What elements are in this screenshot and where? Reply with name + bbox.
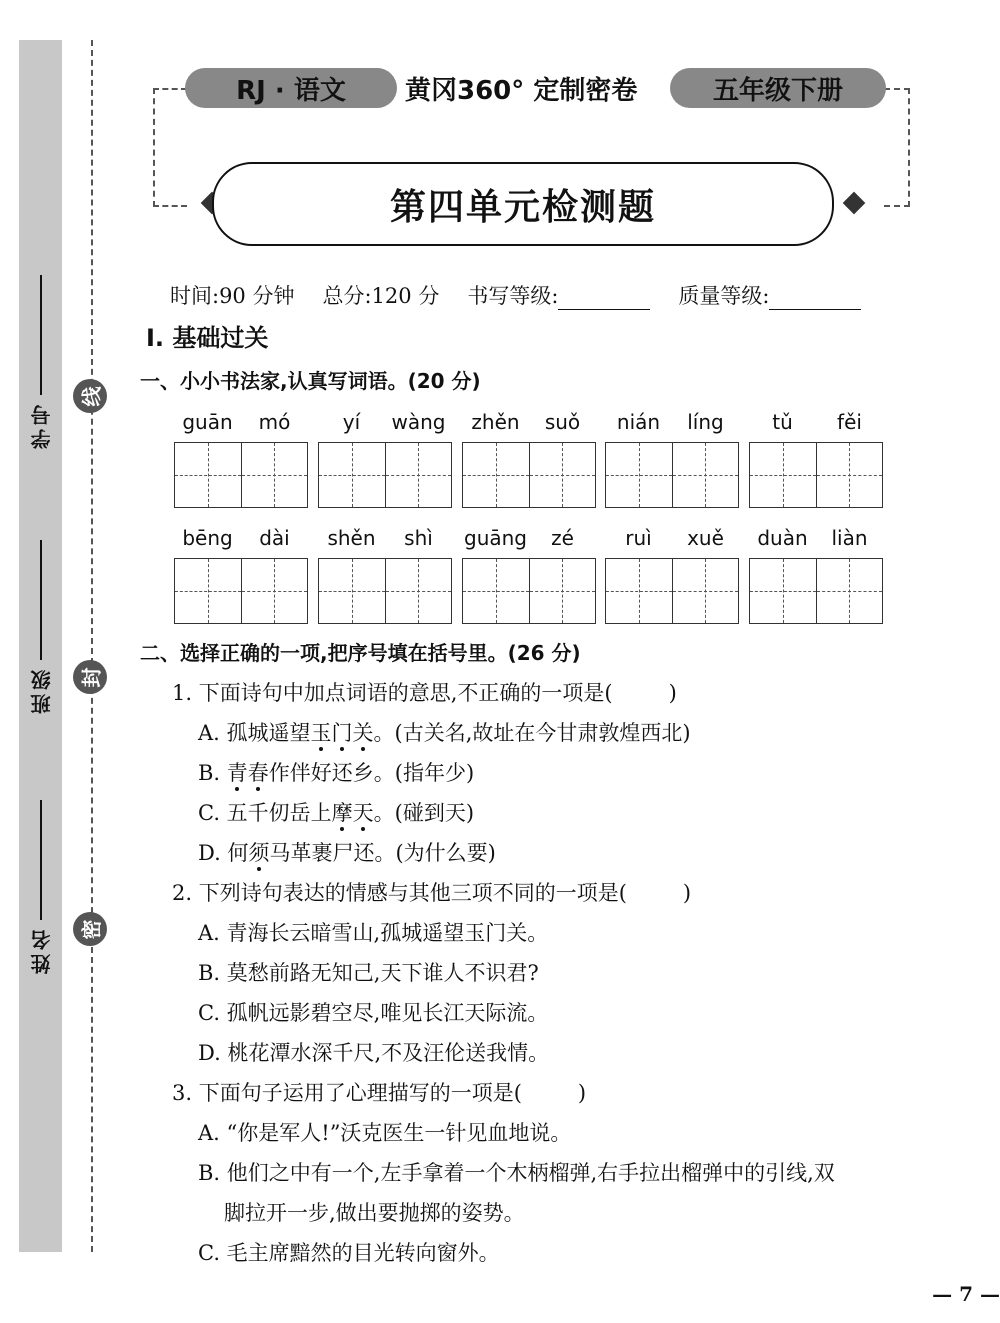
frame-right [884, 88, 910, 207]
grade-pill: 五年级下册 [670, 68, 886, 108]
word-box[interactable] [174, 410, 308, 508]
question-1: 1. 下面诗句中加点词语的意思,不正确的一项是( ) [172, 681, 677, 705]
seal-feng: 封 [73, 660, 107, 694]
q3-option-c: C. 毛主席黯然的目光转向窗外。 [198, 1241, 500, 1265]
exam-info [170, 280, 889, 310]
q2-option-b: B. 莫愁前路无知己,天下谁人不识君? [198, 961, 539, 985]
seal-mi: 密 [73, 912, 107, 946]
tianzige[interactable] [174, 558, 308, 624]
right-diamond [843, 192, 866, 215]
class-blank[interactable] [40, 540, 42, 660]
q2-heading: 二、选择正确的一项,把序号填在括号里。(26 分) [140, 641, 581, 665]
tianzige[interactable] [462, 558, 596, 624]
pinyin: tǔ fěi [772, 410, 862, 434]
quality-grade [678, 280, 861, 310]
q1-option-d: D. 何须马革裹尸还。(为什么要) [198, 841, 496, 865]
tianzige[interactable] [462, 442, 596, 508]
quality-grade-label: 质量等级: [678, 284, 770, 308]
q3-option-b: B. 他们之中有一个,左手拿着一个木柄榴弹,右手拉出榴弹中的引线,双 [198, 1161, 835, 1185]
tianzige[interactable] [318, 442, 452, 508]
score-info: 总分:120 分 [322, 284, 440, 308]
subject-pill: RJ · 语文 [185, 68, 397, 108]
q2-option-c: C. 孤帆远影碧空尽,唯见长江天际流。 [198, 1001, 549, 1025]
quality-grade-blank[interactable] [769, 285, 861, 310]
emphasis-char: 天 [352, 801, 374, 825]
emphasis-char: 须 [248, 841, 270, 865]
writing-grade-label: 书写等级: [467, 284, 559, 308]
q2-option-d: D. 桃花潭水深千尺,不及汪伦送我情。 [198, 1041, 550, 1065]
word-box[interactable] [318, 526, 452, 624]
word-box[interactable] [462, 410, 596, 508]
pinyin: zhěn suǒ [471, 410, 581, 434]
question-2: 2. 下列诗句表达的情感与其他三项不同的一项是( ) [172, 881, 692, 905]
emphasis-char: 青 [226, 761, 248, 785]
tianzige[interactable] [174, 442, 308, 508]
title-box [212, 162, 834, 246]
name-label: 姓名 [29, 926, 54, 974]
tianzige[interactable] [749, 442, 883, 508]
word-box[interactable] [605, 410, 739, 508]
name-field[interactable] [22, 800, 60, 974]
emphasis-char: 春 [247, 761, 269, 785]
q1-option-b: B. 青春作伴好还乡。(指年少) [198, 761, 475, 785]
pinyin: guāng zé [464, 526, 574, 550]
pinyin: duàn liàn [757, 526, 868, 550]
emphasis-char: 摩 [331, 801, 353, 825]
section-title: Ⅰ. 基础过关 [146, 324, 269, 352]
class-label: 班级 [29, 666, 54, 714]
pinyin: yí wàng [342, 410, 446, 434]
word-box[interactable] [749, 526, 883, 624]
tianzige[interactable] [318, 558, 452, 624]
series-title: 黄冈360° 定制密卷 [405, 75, 638, 106]
time-info: 时间:90 分钟 [170, 284, 295, 308]
tianzige[interactable] [605, 442, 739, 508]
emphasis-char: 门 [331, 721, 353, 745]
pinyin: shěn shì [327, 526, 433, 550]
seal-xian: 线 [73, 379, 107, 413]
tianzige[interactable] [605, 558, 739, 624]
student-id-field[interactable] [22, 275, 60, 449]
word-box[interactable] [749, 410, 883, 508]
word-box[interactable] [174, 526, 308, 624]
tianzige[interactable] [749, 558, 883, 624]
q1-option-a: A. 孤城遥望玉门关。(古关名,故址在今甘肃敦煌西北) [198, 721, 691, 745]
emphasis-char: 玉 [310, 721, 332, 745]
pinyin: guān mó [182, 410, 291, 434]
writing-grade-blank[interactable] [558, 285, 650, 310]
q3-option-a: A. “你是军人!”沃克医生一针见血地说。 [198, 1121, 572, 1145]
pinyin: bēng dài [182, 526, 290, 550]
class-field[interactable] [22, 540, 60, 714]
cut-line [91, 40, 93, 1252]
frame-left [153, 88, 187, 207]
q1-heading: 一、小小书法家,认真写词语。(20 分) [140, 369, 481, 393]
question-3: 3. 下面句子运用了心理描写的一项是( ) [172, 1081, 587, 1105]
page-number: — 7 — [932, 1282, 1000, 1306]
word-box[interactable] [318, 410, 452, 508]
word-box[interactable] [605, 526, 739, 624]
writing-grade [467, 280, 650, 310]
student-id-blank[interactable] [40, 275, 42, 395]
q2-option-a: A. 青海长云暗雪山,孤城遥望玉门关。 [198, 921, 549, 945]
q1-option-c: C. 五千仞岳上摩天。(碰到天) [198, 801, 475, 825]
pinyin: nián líng [616, 410, 724, 434]
emphasis-char: 关 [352, 721, 374, 745]
page-title: 第四单元检测题 [389, 185, 656, 228]
pinyin: ruì xuě [625, 526, 724, 550]
q3-option-b-cont: 脚拉开一步,做出要抛掷的姿势。 [224, 1201, 525, 1225]
name-blank[interactable] [40, 800, 42, 920]
student-id-label: 学号 [29, 401, 54, 449]
word-box[interactable] [462, 526, 596, 624]
